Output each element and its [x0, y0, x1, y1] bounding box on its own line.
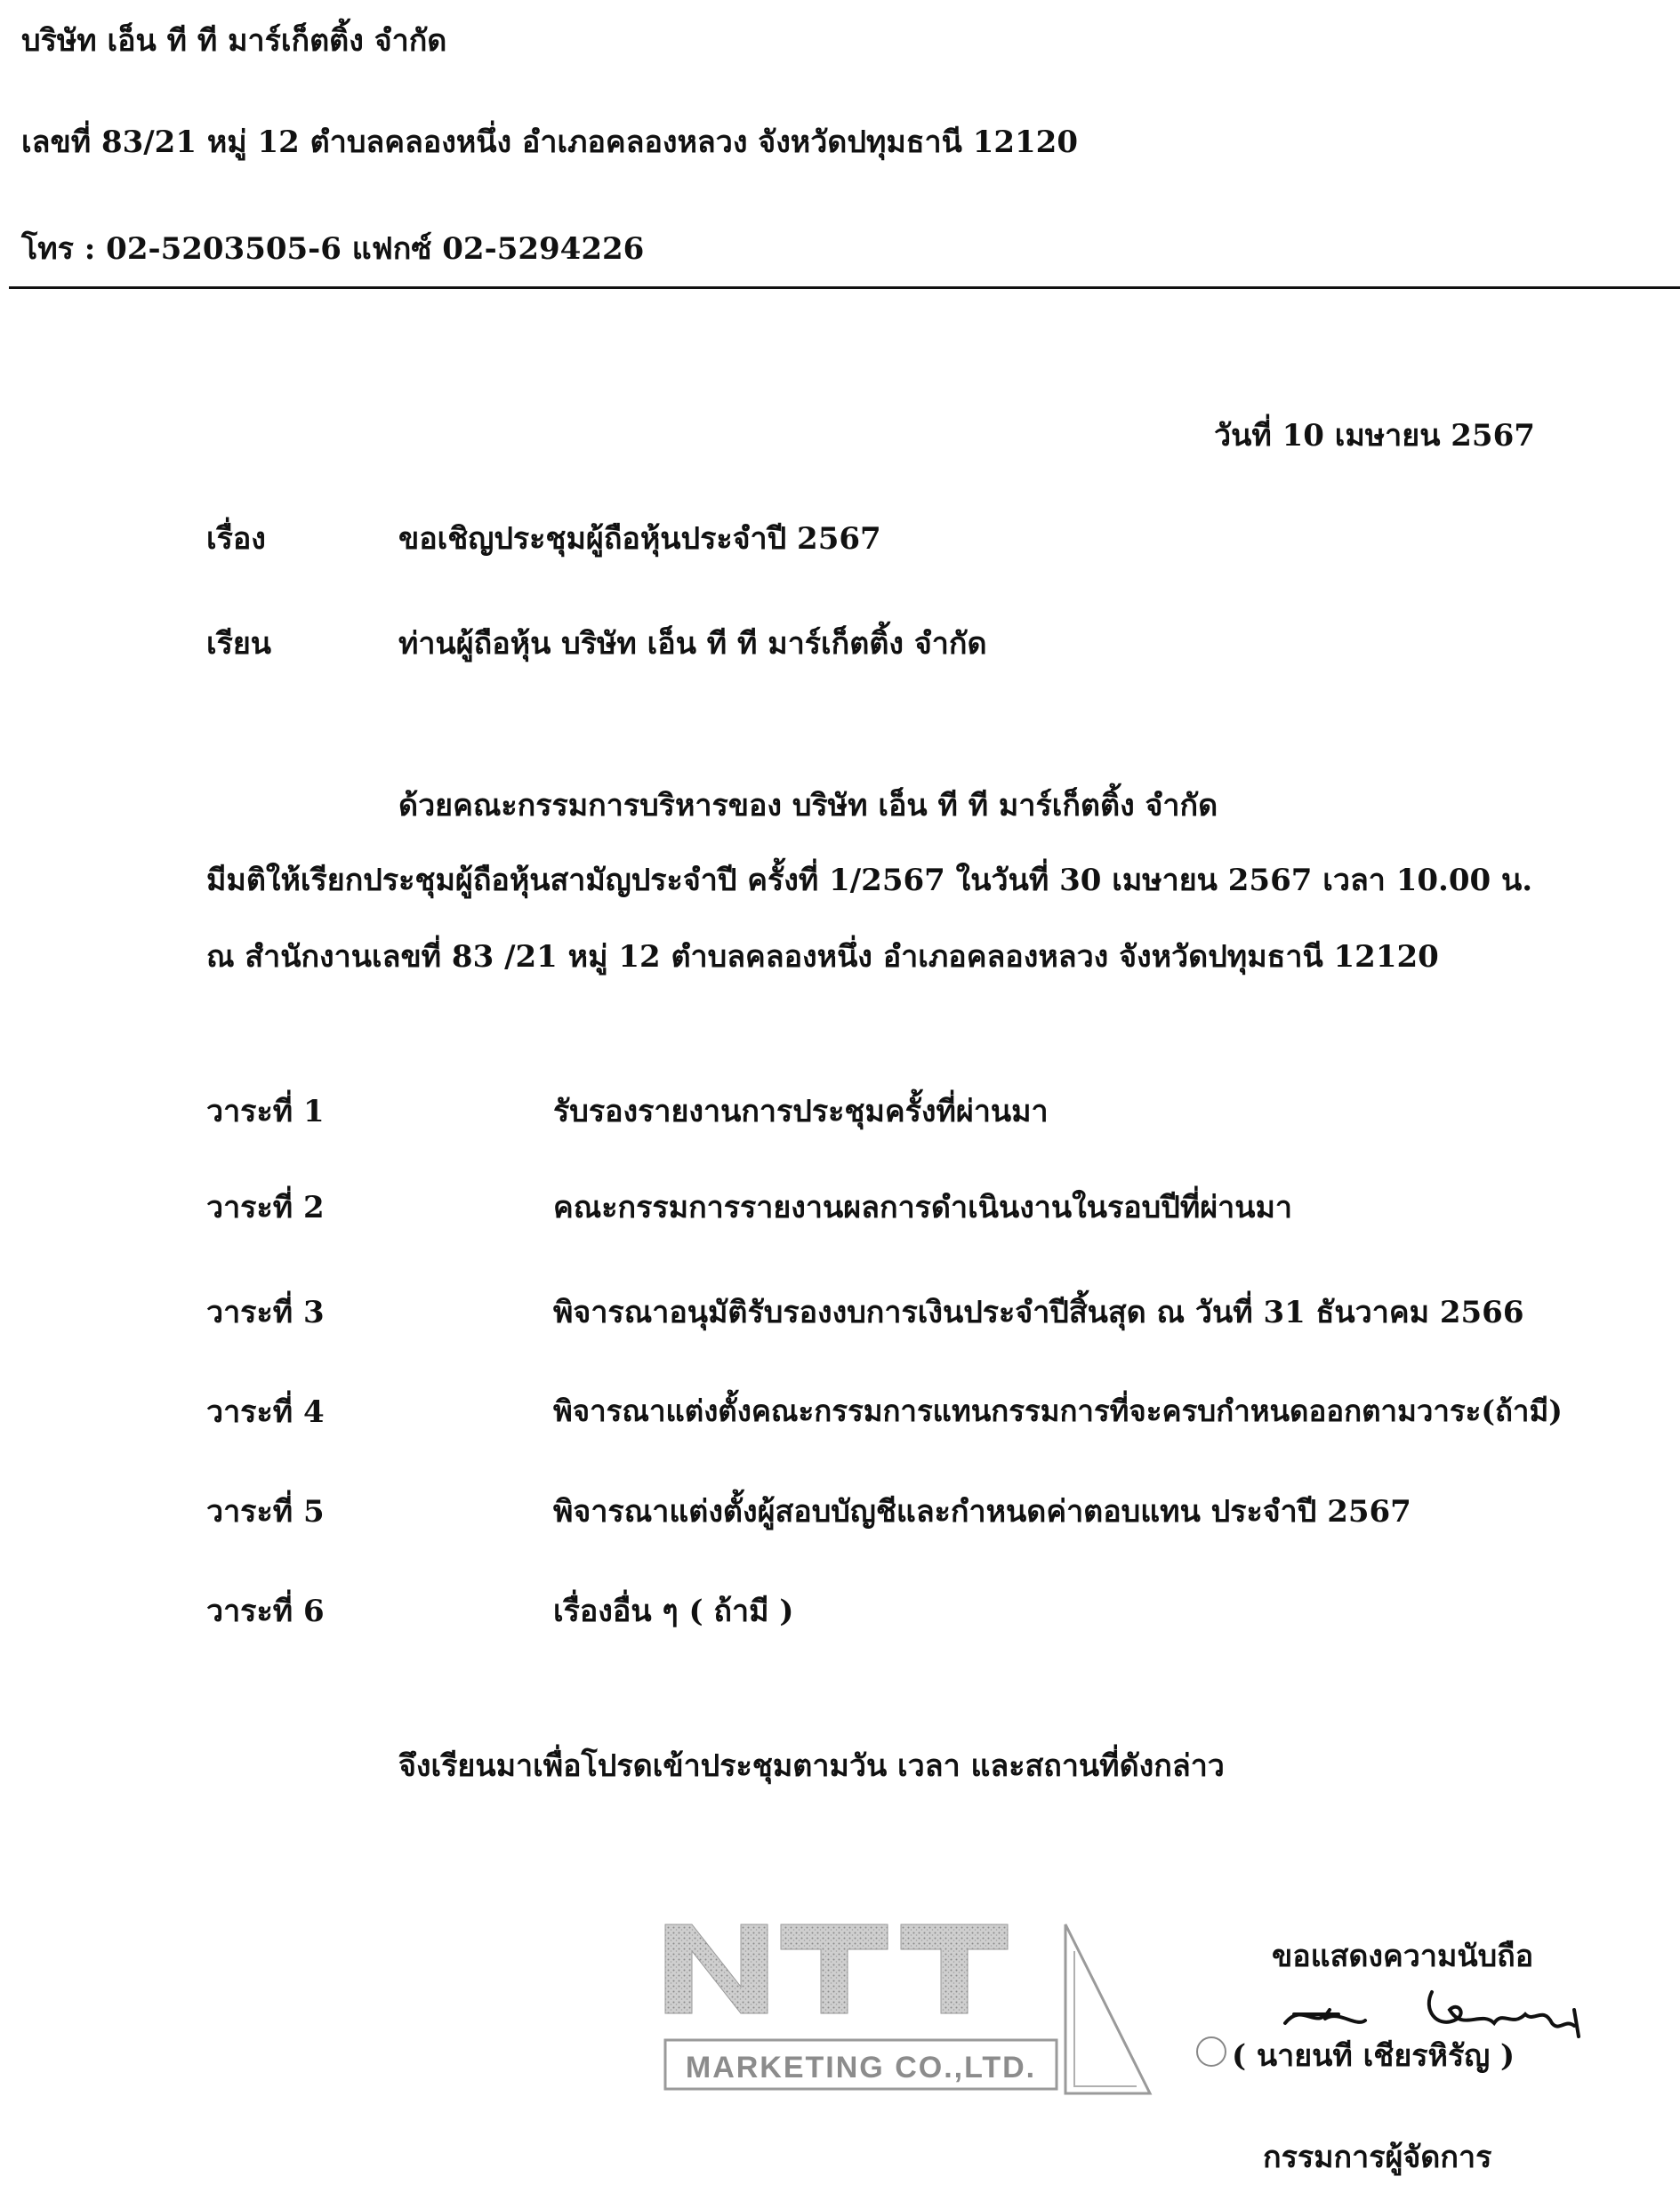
subject-label: เรื่อง [206, 521, 266, 557]
stamp-circle [1196, 2036, 1226, 2067]
agenda-item [206, 1087, 1674, 1131]
stamp-text: MARKETING CO.,LTD. [685, 2051, 1037, 2085]
body-line-2: มีมติให้เรียกประชุมผู้ถือหุ้นสามัญประจำปี ครั้งที่ 1/2567 ในวันที่ 30 เมษายน 2567 เวลา 10.00 น. [206, 863, 1533, 898]
agenda-number: วาระที่ 6 [206, 1594, 325, 1629]
agenda-number: วาระที่ 4 [206, 1394, 325, 1430]
subject-value: ขอเชิญประชุมผู้ถือหุ้นประจำปี 2567 [398, 521, 881, 557]
agenda-number: วาระที่ 5 [206, 1494, 325, 1530]
agenda-item [206, 1387, 1674, 1432]
agenda-text: รับรองรายงานการประชุมครั้งที่ผ่านมา [553, 1094, 1049, 1129]
company-stamp [656, 1916, 1154, 2102]
body-line-1: ด้วยคณะกรรมการบริหารของ บริษัท เอ็น ที ที มาร์เก็ตติ้ง จำกัด [398, 788, 1218, 823]
to-label: เรียน [206, 626, 272, 662]
signatory-title: กรรมการผู้จัดการ [1263, 2140, 1492, 2175]
agenda-text: เรื่องอื่น ๆ ( ถ้ามี ) [553, 1594, 794, 1629]
regards: ขอแสดงความนับถือ [1272, 1939, 1534, 1974]
agenda-item [206, 1183, 1674, 1227]
agenda-text: พิจารณาอนุมัติรับรองงบการเงินประจำปีสิ้นสุด ณ วันที่ 31 ธันวาคม 2566 [553, 1295, 1524, 1330]
agenda-text: พิจารณาแต่งตั้งผู้สอบบัญชีและกำหนดค่าตอบแทน ประจำปี 2567 [553, 1494, 1411, 1530]
agenda-number: วาระที่ 1 [206, 1094, 325, 1129]
body-line-3: ณ สำนักงานเลขที่ 83 /21 หมู่ 12 ตำบลคลองหนึ่ง อำเภอคลองหลวง จังหวัดปทุมธานี 12120 [206, 939, 1439, 975]
to-value: ท่านผู้ถือหุ้น บริษัท เอ็น ที ที มาร์เก็ตติ้ง จำกัด [398, 626, 987, 662]
agenda-item [206, 1587, 1674, 1631]
agenda-number: วาระที่ 3 [206, 1295, 325, 1330]
company-contact: โทร : 02-5203505-6 แฟกซ์ 02-5294226 [21, 231, 645, 267]
stamp-graphic [656, 1916, 1154, 2102]
header-divider [9, 286, 1680, 289]
closing-line: จึงเรียนมาเพื่อโปรดเข้าประชุมตามวัน เวลา และสถานที่ดังกล่าว [398, 1748, 1225, 1784]
agenda-item [206, 1288, 1674, 1332]
agenda-text: คณะกรรมการรายงานผลการดำเนินงานในรอบปีที่ผ่านมา [553, 1190, 1292, 1225]
letter-date: วันที่ 10 เมษายน 2567 [1214, 418, 1535, 454]
company-address: เลขที่ 83/21 หมู่ 12 ตำบลคลองหนึ่ง อำเภอคลองหลวง จังหวัดปทุมธานี 12120 [21, 125, 1078, 160]
signatory-name: ( นายนที เชียรหิรัญ ) [1232, 2038, 1515, 2074]
company-name: บริษัท เอ็น ที ที มาร์เก็ตติ้ง จำกัด [21, 23, 447, 59]
agenda-text: พิจารณาแต่งตั้งคณะกรรมการแทนกรรมการที่จะครบกำหนดออกตามวาระ(ถ้ามี) [553, 1394, 1563, 1428]
agenda-number: วาระที่ 2 [206, 1190, 325, 1225]
agenda-item [206, 1487, 1674, 1531]
